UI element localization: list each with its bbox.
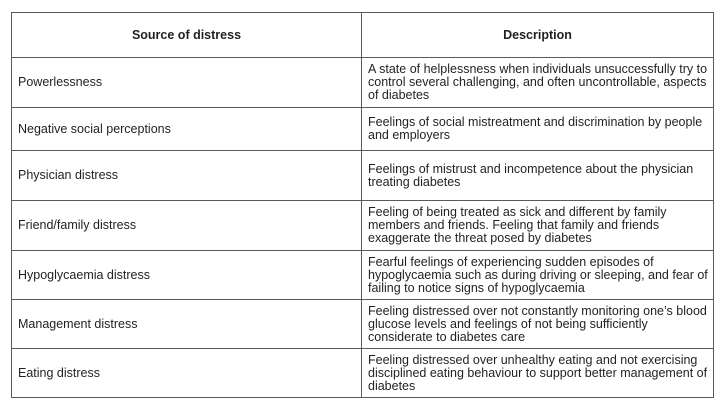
description-cell: Feelings of social mistreatment and discrimination by people and employers: [362, 108, 714, 151]
table-row: [12, 151, 714, 201]
source-cell: Management distress: [12, 300, 362, 349]
table-header-row: [12, 13, 714, 58]
description-cell: A state of helplessness when individuals unsuccessfully try to control several challenging, and often uncontrollable, aspects of diabetes: [362, 58, 714, 108]
source-cell: Eating distress: [12, 349, 362, 398]
description-cell: Fearful feelings of experiencing sudden episodes of hypoglycaemia such as during driving or sleeping, and fear of failing to notice signs of hypoglycaemia: [362, 251, 714, 300]
source-cell: Hypoglycaemia distress: [12, 251, 362, 300]
source-cell: Friend/family distress: [12, 201, 362, 251]
column-header-description: Description: [362, 13, 714, 58]
table-row: [12, 300, 714, 349]
description-cell: Feeling distressed over not constantly monitoring one’s blood glucose levels and feelings of not being sufficiently considerate to diabetes care: [362, 300, 714, 349]
table-row: [12, 251, 714, 300]
source-cell: Powerlessness: [12, 58, 362, 108]
source-cell: Physician distress: [12, 151, 362, 201]
table-row: [12, 201, 714, 251]
table-row: [12, 108, 714, 151]
description-cell: Feeling distressed over unhealthy eating and not exercising disciplined eating behaviour to support better management of diabetes: [362, 349, 714, 398]
table-row: [12, 58, 714, 108]
description-cell: Feelings of mistrust and incompetence about the physician treating diabetes: [362, 151, 714, 201]
description-cell: Feeling of being treated as sick and different by family members and friends. Feeling that family and friends exaggerate the threat posed by diabetes: [362, 201, 714, 251]
distress-sources-table: [11, 12, 714, 398]
column-header-source: Source of distress: [12, 13, 362, 58]
table-row: [12, 349, 714, 398]
source-cell: Negative social perceptions: [12, 108, 362, 151]
